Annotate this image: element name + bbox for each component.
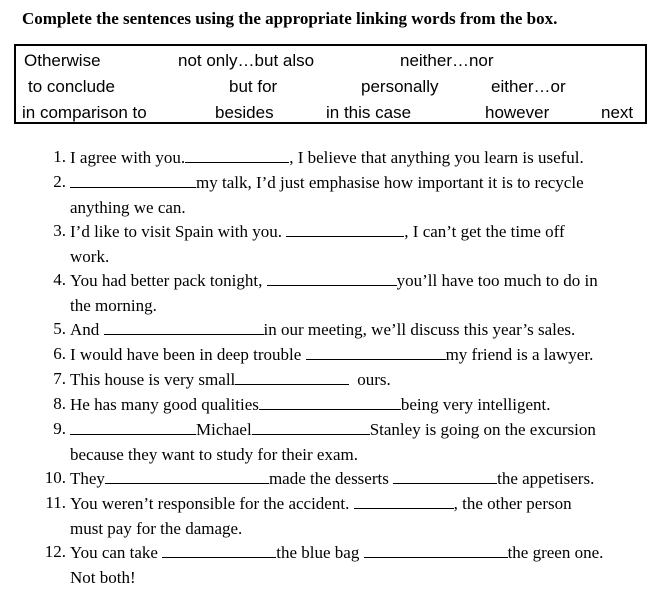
question-9 (22, 417, 652, 467)
word-option: next (601, 103, 633, 123)
answer-blank[interactable] (162, 540, 276, 558)
answer-blank[interactable] (267, 268, 397, 286)
question-text: I agree with you. (70, 148, 185, 167)
question-11 (22, 491, 652, 541)
word-option: personally (361, 77, 439, 97)
question-text: ours. (357, 370, 391, 389)
question-5 (22, 317, 652, 343)
answer-blank[interactable] (70, 170, 196, 188)
question-text: , I can’t get the time off (404, 222, 564, 241)
question-12 (22, 540, 652, 590)
question-text: I’d like to visit Spain with you. (70, 222, 286, 241)
question-text: must pay for the damage. (70, 517, 652, 542)
answer-blank[interactable] (104, 317, 264, 335)
question-text: He has many good qualities (70, 395, 259, 414)
answer-blank[interactable] (306, 342, 446, 360)
question-number: 6. (22, 342, 66, 367)
question-number: 3. (22, 219, 66, 244)
question-text: work. (70, 245, 652, 270)
answer-blank[interactable] (393, 466, 497, 484)
answer-blank[interactable] (70, 417, 196, 435)
question-text: Not both! (70, 566, 652, 590)
question-number: 12. (22, 540, 66, 565)
word-option: in comparison to (22, 103, 147, 123)
question-text: They (70, 469, 105, 488)
question-text: the morning. (70, 294, 652, 319)
question-number: 8. (22, 392, 66, 417)
question-text: the blue bag (276, 543, 363, 562)
word-option: either…or (491, 77, 566, 97)
question-7 (22, 367, 652, 393)
question-number: 5. (22, 317, 66, 342)
question-text: You can take (70, 543, 162, 562)
question-3 (22, 219, 652, 269)
question-text: I would have been in deep trouble (70, 345, 306, 364)
question-text: Michael (196, 420, 252, 439)
word-option: however (485, 103, 549, 123)
question-number: 9. (22, 417, 66, 442)
answer-blank[interactable] (286, 219, 404, 237)
answer-blank[interactable] (364, 540, 508, 558)
word-option: not only…but also (178, 51, 314, 71)
answer-blank[interactable] (354, 491, 454, 509)
question-text: my friend is a lawyer. (446, 345, 594, 364)
word-option: neither…nor (400, 51, 494, 71)
question-10 (22, 466, 652, 492)
question-number: 11. (22, 491, 66, 516)
question-number: 1. (22, 145, 66, 170)
question-text: you’ll have too much to do in (397, 271, 598, 290)
question-6 (22, 342, 652, 368)
question-text: being very intelligent. (401, 395, 551, 414)
question-text: the green one. (508, 543, 604, 562)
answer-blank[interactable] (185, 145, 289, 163)
word-option: in this case (326, 103, 411, 123)
word-option: Otherwise (24, 51, 101, 71)
word-option: to conclude (28, 77, 115, 97)
instruction-heading: Complete the sentences using the appropriate linking words from the box. (22, 9, 557, 29)
question-text: , I believe that anything you learn is useful. (289, 148, 584, 167)
answer-blank[interactable] (259, 392, 401, 410)
question-2 (22, 170, 652, 220)
question-text: Stanley is going on the excursion (370, 420, 596, 439)
answer-blank[interactable] (252, 417, 370, 435)
question-text: because they want to study for their exam. (70, 443, 652, 468)
question-text: my talk, I’d just emphasise how important it is to recycle (196, 173, 584, 192)
question-8 (22, 392, 652, 418)
question-text: in our meeting, we’ll discuss this year’s sales. (264, 320, 576, 339)
answer-blank[interactable] (235, 367, 349, 385)
question-number: 7. (22, 367, 66, 392)
word-option: but for (229, 77, 277, 97)
question-4 (22, 268, 652, 318)
question-number: 2. (22, 170, 66, 195)
question-text: made the desserts (269, 469, 393, 488)
answer-blank[interactable] (105, 466, 269, 484)
question-number: 4. (22, 268, 66, 293)
question-text: You had better pack tonight, (70, 271, 267, 290)
question-text: This house is very small (70, 370, 235, 389)
question-text: You weren’t responsible for the accident. (70, 494, 354, 513)
question-text: the appetisers. (497, 469, 594, 488)
word-box (14, 44, 647, 124)
question-text: anything we can. (70, 196, 652, 221)
question-text: , the other person (454, 494, 572, 513)
question-text: And (70, 320, 104, 339)
question-1 (22, 145, 652, 171)
question-number: 10. (22, 466, 66, 491)
word-option: besides (215, 103, 274, 123)
